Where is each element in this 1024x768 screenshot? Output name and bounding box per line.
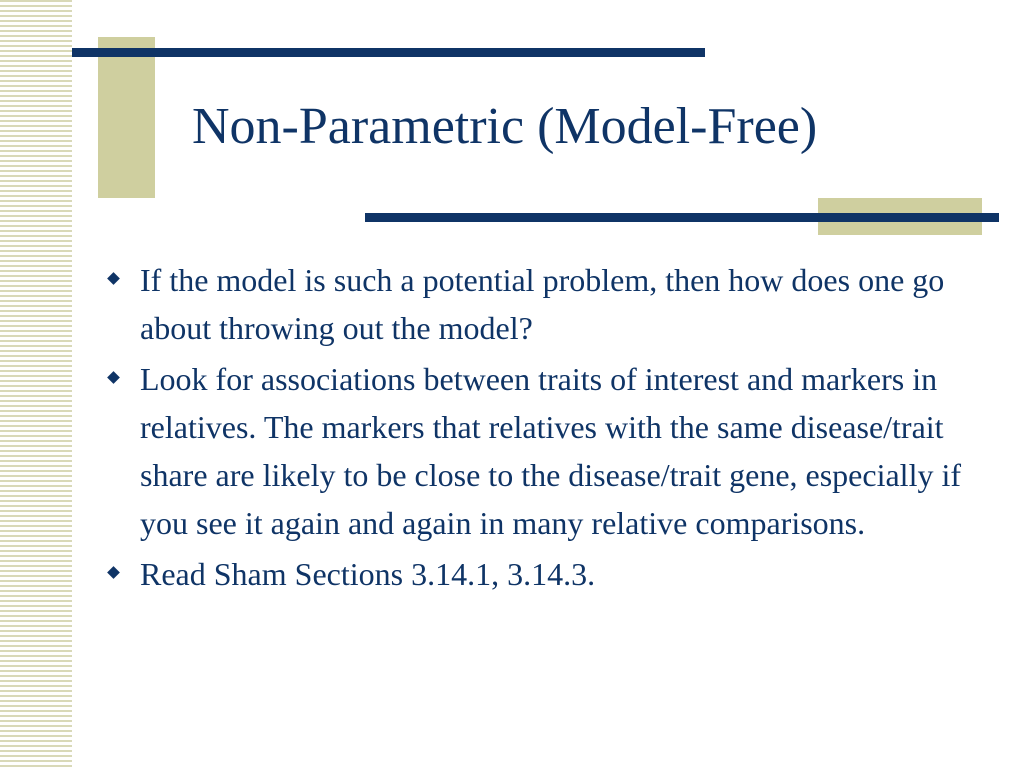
top-rule xyxy=(72,48,705,57)
bullet-list xyxy=(104,256,964,601)
slide-title: Non-Parametric (Model-Free) xyxy=(192,98,818,155)
diamond-bullet-icon xyxy=(107,371,120,384)
bullet-item xyxy=(104,256,964,352)
bottom-rule xyxy=(365,213,999,222)
diamond-bullet-icon xyxy=(107,566,120,579)
left-decorative-stripes xyxy=(0,0,72,768)
diamond-bullet-icon xyxy=(107,272,120,285)
title-accent-block xyxy=(98,37,155,198)
bullet-item xyxy=(104,550,964,598)
bullet-text: Read Sham Sections 3.14.1, 3.14.3. xyxy=(140,556,596,592)
bullet-item xyxy=(104,355,964,547)
bullet-text: Look for associations between traits of interest and markers in relatives. The markers that relatives with the same disease/trait share are likely to be close to the disease/trait gene, especially if you see it again and again in many relative comparisons. xyxy=(140,361,961,541)
bullet-text: If the model is such a potential problem, then how does one go about throwing out the model? xyxy=(140,262,945,346)
